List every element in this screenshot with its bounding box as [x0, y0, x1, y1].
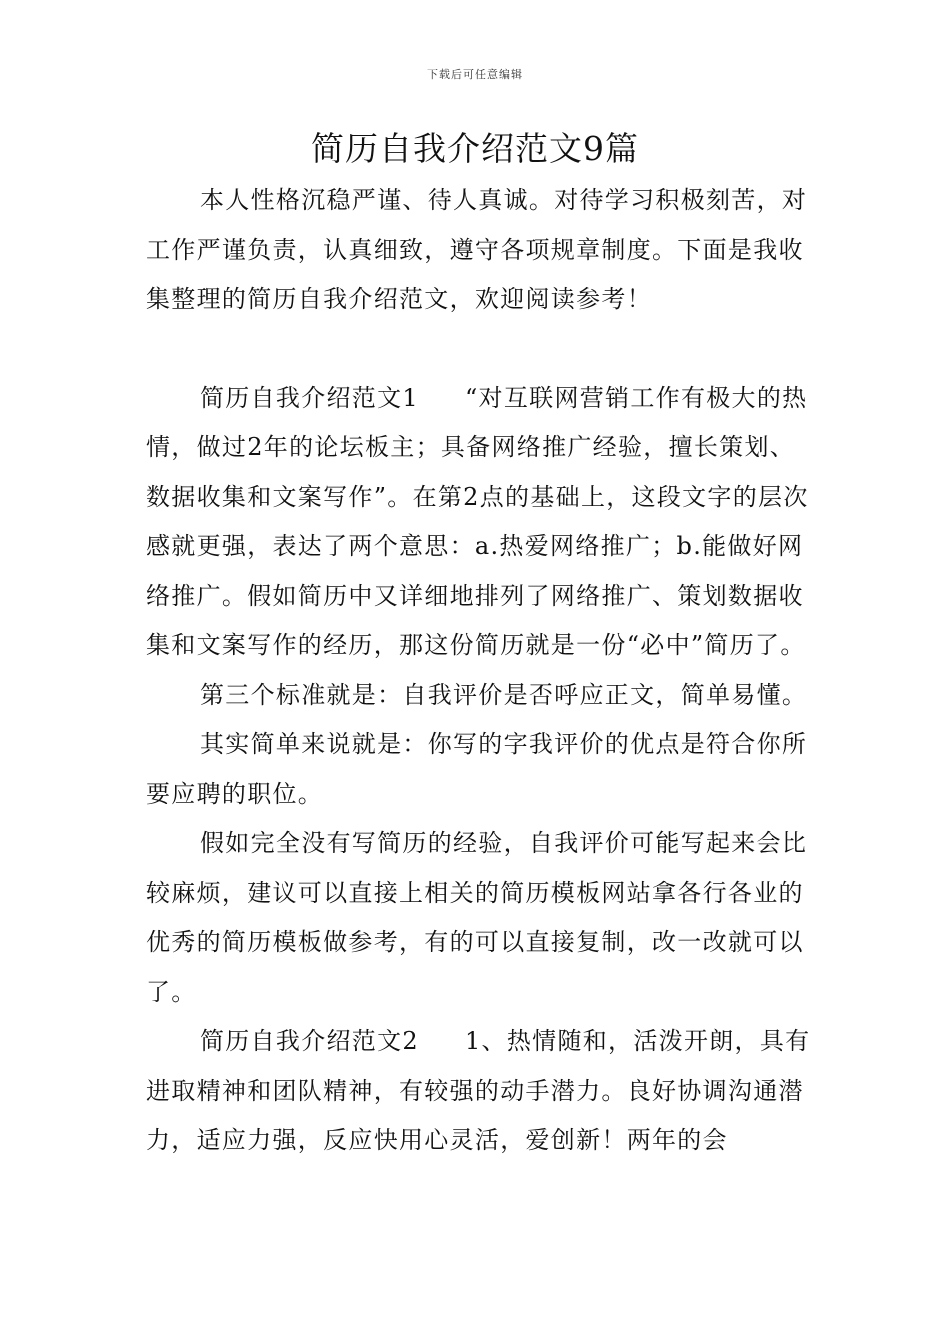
- section-2-paragraph: [146, 1017, 816, 1166]
- document-title: 简历自我介绍范文9篇: [311, 129, 639, 168]
- header-note: 下载后可任意编辑: [427, 68, 523, 81]
- template-advice-paragraph: 假如完全没有写简历的经验，自我评价可能写起来会比较麻烦，建议可以直接上相关的简历模板网站拿各行各业的优秀的简历模板做参考，有的可以直接复制，改一改就可以了。: [146, 829, 808, 1006]
- standard-paragraph: 第三个标准就是：自我评价是否呼应正文，简单易懂。: [200, 680, 808, 709]
- document-body: [146, 176, 816, 1166]
- section-1-paragraph: [146, 374, 816, 671]
- section-1-label: 简历自我介绍范文1: [200, 383, 419, 412]
- paragraph-spacer: [146, 325, 816, 374]
- intro-paragraph: 本人性格沉稳严谨、待人真诚。对待学习积极刻苦，对工作严谨负责，认真细致，遵守各项规章制度。下面是我收集整理的简历自我介绍范文，欢迎阅读参考！: [146, 186, 808, 313]
- section-2-label: 简历自我介绍范文2: [200, 1027, 419, 1055]
- section-1-text: “对互联网营销工作有极大的热情，做过2年的论坛板主；具备网络推广经验，擅长策划、数据收集和文案写作”。在第2点的基础上，这段文字的层次感就更强，表达了两个意思：a.热爱网络推广；b.能做好网络推广。假如简历中又详细地排列了网络推广、策划数据收集和文案写作的经历，那这份简历就是一份“必中”简历了。: [146, 383, 809, 659]
- section-2-text: 1、热情随和，活泼开朗，具有进取精神和团队精神，有较强的动手潜力。良好协调沟通潜力，适应力强，反应快用心灵活，爱创新！两年的会: [146, 1027, 811, 1154]
- simple-explanation-paragraph: 其实简单来说就是：你写的字我评价的优点是符合你所要应聘的职位。: [146, 730, 808, 808]
